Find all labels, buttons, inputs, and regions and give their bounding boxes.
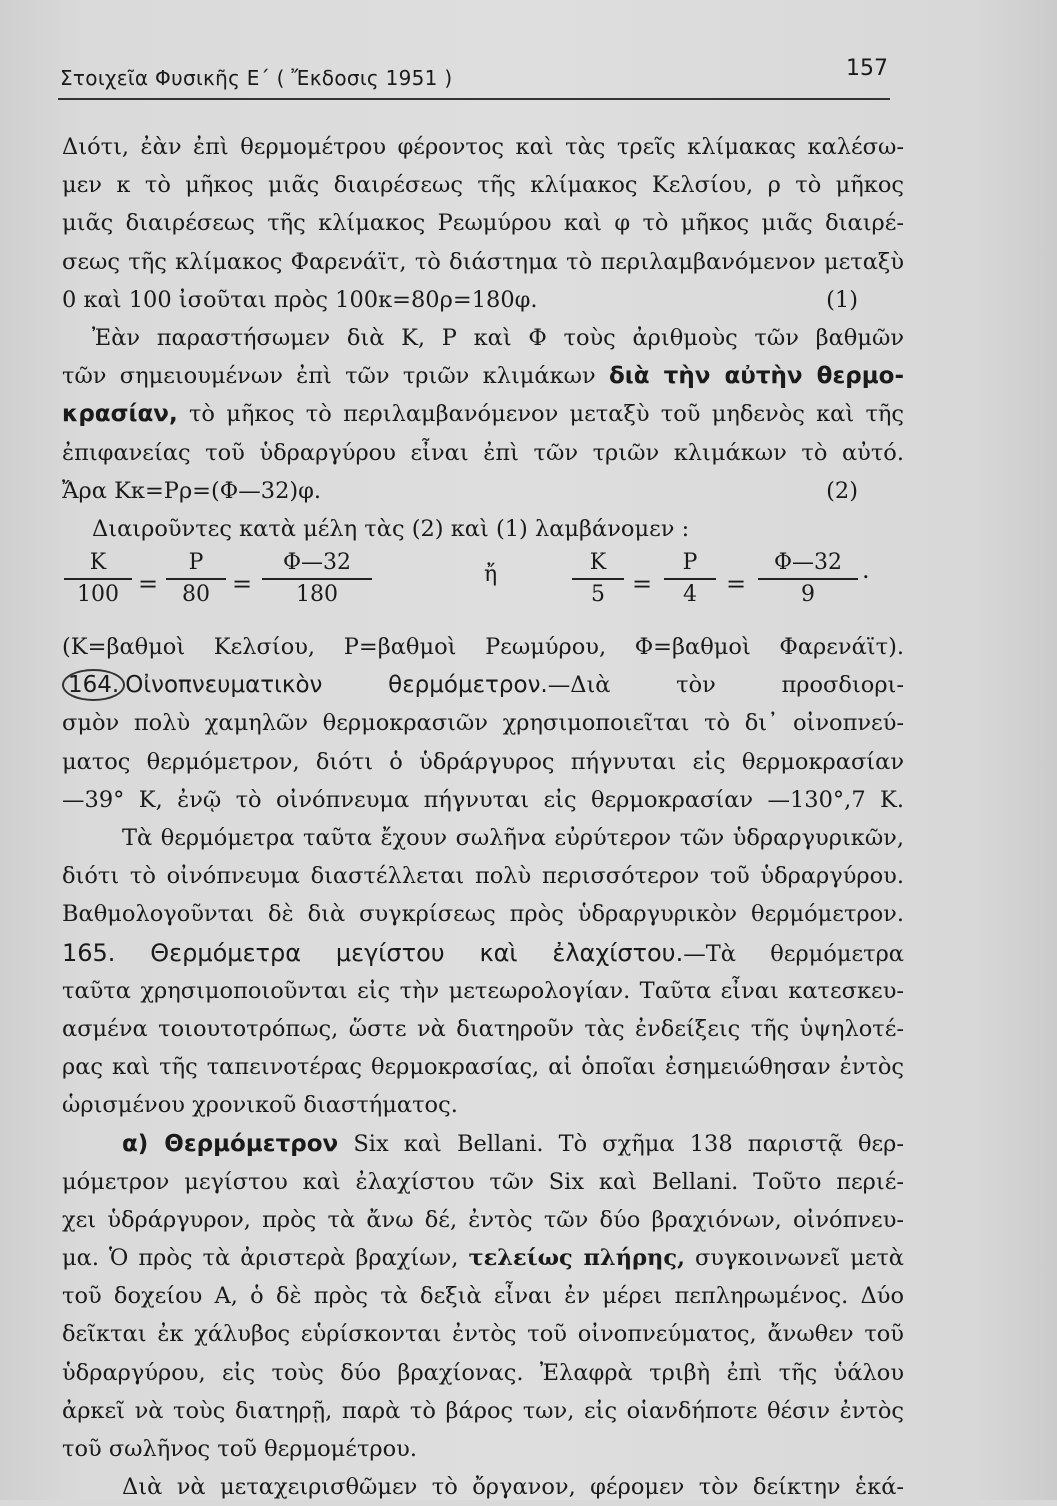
emphasis-text: τελείως πλήρης, [468,1245,685,1272]
or-word: ἤ [484,562,498,588]
fraction-k-5 [572,548,624,610]
section-title-165: 165. Θερμόμετρα μεγίστου καὶ ἐλαχίστου. [62,938,684,967]
text-run: —Διὰ τὸν προσδιορι- [547,672,904,699]
text-line: τοῦ σωλῆνος τοῦ θερμομέτρου. [62,1436,418,1462]
numerator: Κ [572,548,624,580]
equation-number-1: (1) [826,286,858,313]
fraction-equations [62,548,904,628]
numerator: Ρ [664,548,716,580]
equals-sign: = [632,570,653,599]
numerator: Φ—32 [758,548,858,580]
denominator: 9 [801,582,815,608]
text-run: τὸ μῆκος τὸ περιλαμβανόμενον μεταξὺ τοῦ μηδενὸς καὶ τῆς [188,401,904,428]
text-run: Τὸ σχῆμα 138 παριστᾷ θερ- [558,1130,904,1157]
text-line: δεῖκται ἐκ χάλυβος εὑρίσκονται ἐντὸς τοῦ οἰνοπνεύματος, ἄνωθεν τοῦ [62,1321,904,1348]
fraction-f-9 [758,548,858,610]
subsection-a-line [62,1125,904,1163]
text-line [62,395,904,433]
denominator: 180 [296,582,338,608]
running-title: Στοιχεῖα Φυσικῆς Ε΄ ( Ἔκδοσις 1951 ) [60,66,453,90]
text-line: Βαθμολογοῦνται δὲ διὰ συγκρίσεως πρὸς ὑδραργυρικὸν θερμόμετρον. [62,901,904,928]
text-line: Διαιροῦντες κατὰ μέλη τὰς (2) καὶ (1) λαμβάνομεν : [92,515,690,542]
equals-sign: = [726,570,747,599]
page-header [58,58,890,100]
page-body [62,128,904,1506]
text-line: Τὰ θερμόμετρα ταῦτα ἔχουν σωλῆνα εὐρύτερον τῶν ὑδραργυρικῶν, [122,825,904,851]
text-line: σμὸν πολὺ χαμηλῶν θερμοκρασιῶν χρησιμοποιεῖται τὸ δι᾽ οἰνοπνεύ- [62,710,904,737]
text-run: —Τὰ θερμόμετρα [683,940,904,967]
period: . [862,556,870,585]
numerator: Φ—32 [262,548,372,580]
fraction-f-180 [262,548,372,610]
text-line: τοῦ δοχείου Α, ὁ δὲ πρὸς τὰ δεξιὰ εἶναι ἐν μέρει πεπληρωμένος. Δύο [62,1283,904,1310]
text-line: ασμένα τοιουτοτρόπως, ὥστε νὰ διατηροῦν τὰς ἐνδείξεις τῆς ὑψηλοτέ- [62,1015,904,1042]
text-run: συγκοινωνεῖ μετὰ [694,1245,904,1272]
text-run: μα. Ὁ πρὸς τὰ ἀριστερὰ βραχίων, [62,1245,459,1272]
text-line: μόμετρον μεγίστου καὶ ἐλαχίστου τῶν Six καὶ Bellani. Τοῦτο περιέ- [62,1168,904,1195]
equation-1: 0 καὶ 100 ἰσοῦται πρὸς 100κ=80ρ=180φ. [62,286,538,313]
text-line: ἐπιφανείας τοῦ ὑδραργύρου εἶναι ἐπὶ τῶν τριῶν κλιμάκων τὸ αὐτό. [62,439,904,466]
text-line: ρας καὶ τῆς ταπεινοτέρας θερμοκρασίας, αἱ ὁποῖαι ἐσημειώθησαν ἐντὸς [62,1054,904,1081]
text-line: ἀρκεῖ νὰ τοὺς διατηρῇ, παρὰ τὸ βάρος των, εἰς οἱανδήποτε θέσιν ἐντὸς [62,1397,904,1424]
fraction-k-100 [64,548,132,610]
equation-2: Ἄρα Κκ=Ρρ=(Φ—32)φ. [62,477,322,504]
emphasis-text: διὰ τὴν αὐτὴν θερμο- [608,363,905,390]
text-line: (Κ=βαθμοὶ Κελσίου, Ρ=βαθμοὶ Ρεωμύρου, Φ=βαθμοὶ Φαρενάϊτ). [62,634,904,661]
section-165-heading-line [62,934,904,972]
text-line: Διότι, ἐὰν ἐπὶ θερμομέτρου φέροντος καὶ τὰς τρεῖς κλίμακας καλέσω- [62,134,904,160]
section-title-164: Οἰνοπνευματικὸν θερμόμετρον. [125,672,548,699]
denominator: 4 [683,582,697,608]
text-line: ὑδραργύρου, εἰς τοὺς δύο βραχίονας. Ἐλαφρὰ τριβὴ ἐπὶ τῆς ὑάλου [62,1359,904,1386]
text-line [62,357,904,395]
equation-line [62,472,904,510]
page-number: 157 [846,56,888,81]
section-164-heading-line [62,666,904,704]
equation-line [62,281,904,319]
equation-number-2: (2) [826,477,858,504]
text-run: Six καὶ Bellani. [353,1130,544,1157]
fraction-p-80 [166,548,226,610]
text-line: —39° Κ, ἐνῷ τὸ οἰνόπνευμα πήγνυται εἰς θερμοκρασίαν —130°,7 Κ. [62,786,904,813]
text-line: χει ὑδράργυρον, πρὸς τὰ ἄνω δέ, ἐντὸς τῶν δύο βραχιόνων, οἰνόπνευ- [62,1206,904,1233]
text-line: ὡρισμένου χρονικοῦ διαστήματος. [62,1092,458,1119]
section-number-164: 164. [62,669,125,701]
numerator: Κ [64,548,132,580]
denominator: 5 [591,582,605,608]
text-line: σεως τῆς κλίμακος Φαρενάϊτ, τὸ διάστημα τὸ περιλαμβανόμενον μεταξὺ [62,248,904,275]
text-line: ματος θερμόμετρον, διότι ὁ ὑδράργυρος πήγνυται εἰς θερμοκρασίαν [62,748,904,775]
numerator: Ρ [166,548,226,580]
text-line: μιᾶς διαιρέσεως τῆς κλίμακος Ρεωμύρου καὶ φ τὸ μῆκος μιᾶς διαιρέ- [62,210,904,237]
text-line: Ἐὰν παραστήσωμεν διὰ Κ, Ρ καὶ Φ τοὺς ἀριθμοὺς τῶν βαθμῶν [92,324,904,351]
text-run: τῶν σημειουμένων ἐπὶ τῶν τριῶν κλιμάκων [62,363,596,390]
equals-sign: = [232,570,253,599]
subsection-label: α) Θερμόμετρον [122,1130,339,1157]
text-line: διότι τὸ οἰνόπνευμα διαστέλλεται πολὺ περισσότερον τοῦ ὑδραργύρου. [62,863,904,890]
text-line: ταῦτα χρησιμοποιοῦνται εἰς τὴν μετεωρολογίαν. Ταῦτα εἶναι κατεσκευ- [62,977,904,1004]
emphasis-text: κρασίαν, [62,401,178,428]
denominator: 100 [77,582,119,608]
fraction-p-4 [664,548,716,610]
equals-sign: = [138,570,159,599]
text-line: Διὰ νὰ μεταχειρισθῶμεν τὸ ὄργανον, φέρομεν τὸν δείκτην ἑκά- [122,1474,904,1501]
denominator: 80 [182,582,210,608]
text-line: μεν κ τὸ μῆκος μιᾶς διαιρέσεως τῆς κλίμακος Κελσίου, ρ τὸ μῆκος [62,172,904,199]
text-line [62,1239,904,1277]
